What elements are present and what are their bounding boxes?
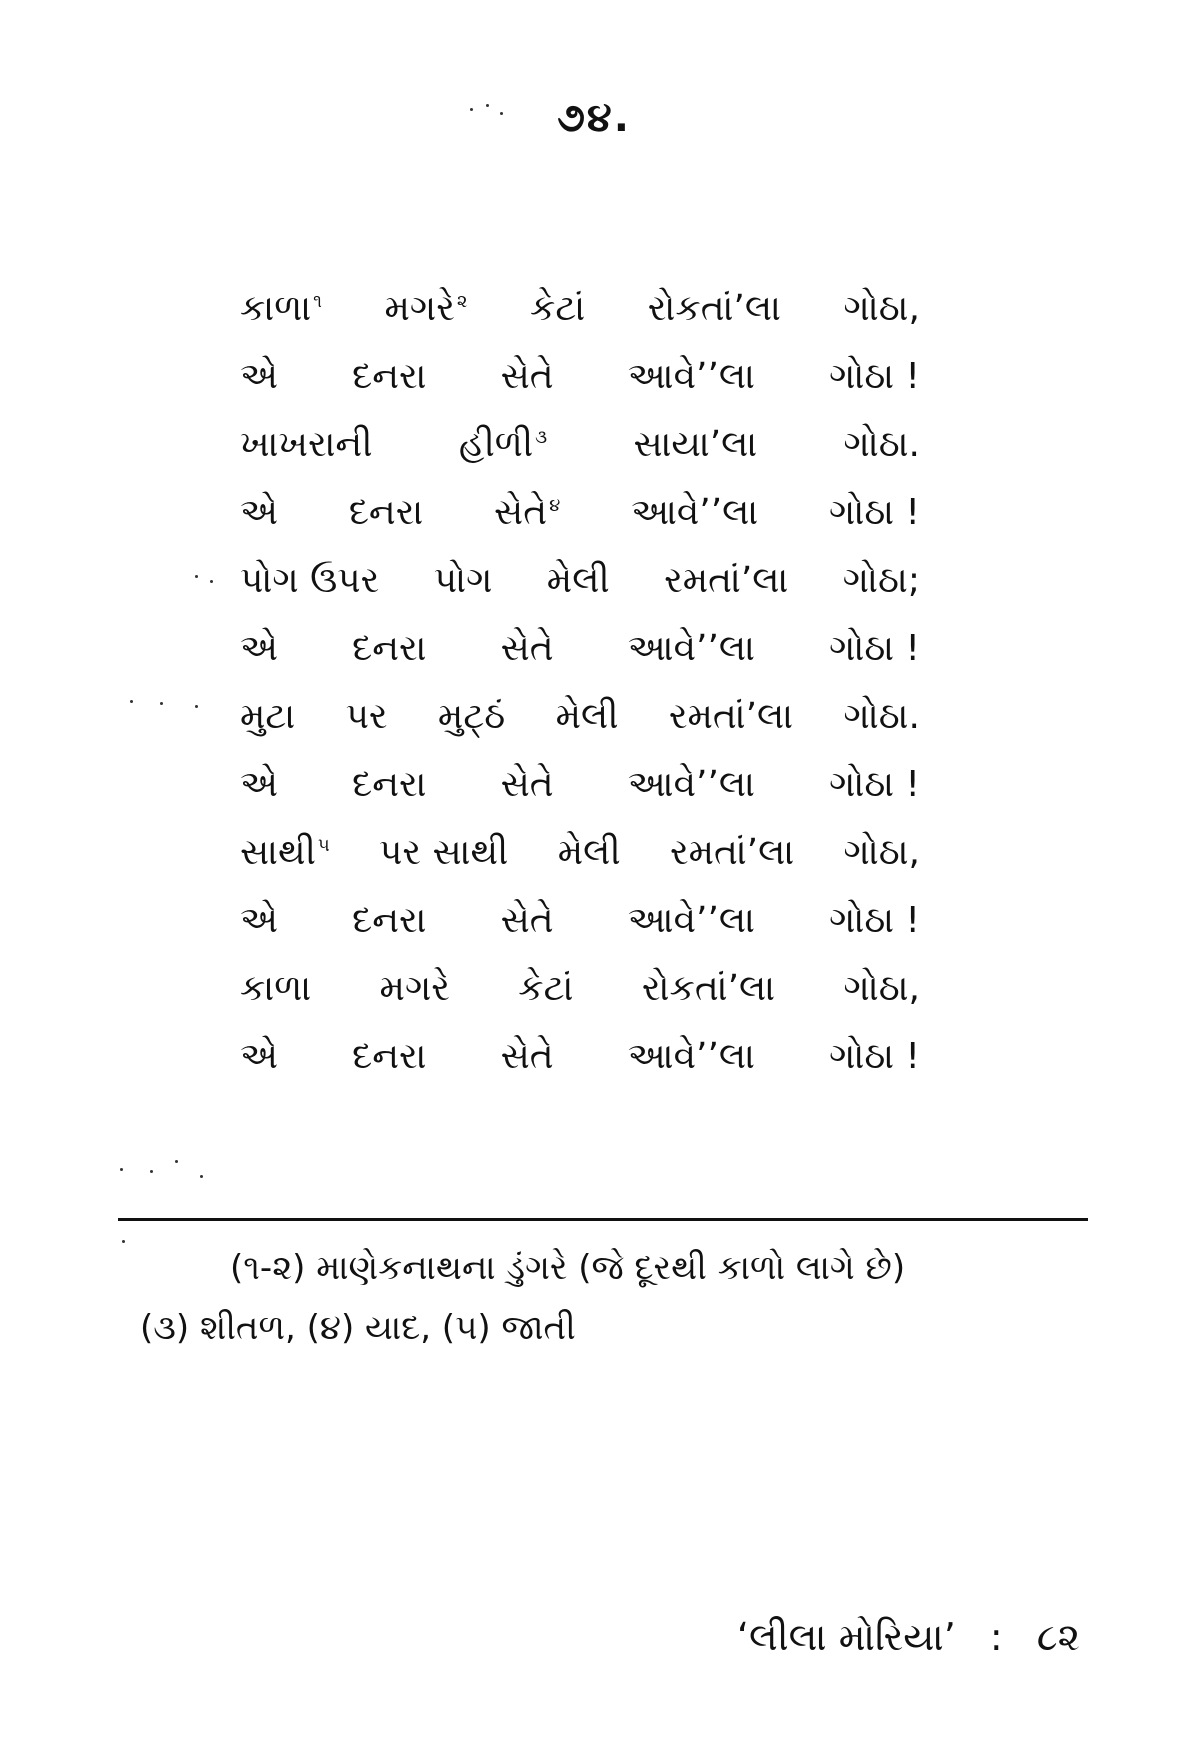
poem-word: હીળી ૩ [458, 424, 548, 465]
print-speck [200, 1175, 203, 1178]
page-number: ૮૨ [1036, 1615, 1080, 1659]
poem-word: મેલી [557, 832, 621, 873]
poem-word: મેલી [555, 696, 619, 737]
poem-word: આવે’’લા [627, 764, 755, 805]
poem-word: ગોઠા ! [829, 764, 920, 805]
footnote-line-1: (૧-૨) માણેકનાથના ડુંગરે (જે દૂરથી કાળો લાગે છે) [230, 1248, 906, 1288]
poem-word: રમતાં’લા [664, 560, 789, 601]
poem-word: સેતે [500, 628, 554, 669]
poem-word: આવે’’લા [627, 900, 755, 941]
poem-word: મગરે ૨ [384, 288, 468, 329]
poem-word: દનરા [352, 1036, 427, 1077]
poem-word: રોકતાં’લા [647, 288, 781, 329]
poem-word: ગોઠા ! [829, 356, 920, 397]
poem-line-9 [240, 832, 920, 900]
poem-word: ગોઠા ! [829, 1036, 920, 1077]
poem-line-7 [240, 696, 920, 764]
poem-word: દનરા [352, 356, 427, 397]
poem-line-1 [240, 288, 920, 356]
print-speck [210, 580, 213, 583]
poem-line-5 [240, 560, 920, 628]
poem-word: રોકતાં’લા [641, 968, 776, 1009]
page-footer [737, 1615, 1080, 1660]
print-speck [500, 112, 503, 115]
poem-line-3 [240, 424, 920, 492]
poem-word: આવે’’લા [627, 356, 755, 397]
poem-word: સાયા’લા [633, 424, 758, 465]
poem-word: એ [240, 628, 278, 669]
poem-word: મુટા [240, 696, 296, 737]
print-speck [486, 104, 489, 107]
poem-word: આવે’’લા [627, 1036, 755, 1077]
print-speck [175, 1160, 178, 1163]
poem-line-8 [240, 764, 920, 832]
poem-word: ખાખરાની [240, 424, 373, 465]
poem-word: દનરા [352, 900, 427, 941]
print-speck [130, 700, 133, 703]
poem-word: દનરા [348, 492, 424, 533]
footer-separator: : [989, 1615, 1003, 1659]
poem-word: સેતે ૪ [494, 492, 561, 533]
print-speck [122, 1240, 125, 1243]
poem-word: પોગ ઉપર [240, 560, 380, 601]
poem-word: સેતે [500, 1036, 554, 1077]
print-speck [160, 702, 163, 705]
poem-word: ગોઠા ! [829, 900, 920, 941]
footnotes [140, 1238, 1080, 1358]
print-speck [195, 575, 198, 578]
poem-word: ગોઠા ! [829, 492, 920, 533]
poem-line-12 [240, 1036, 920, 1104]
poem-word: પર સાથી [379, 832, 509, 873]
poem-word: એ [240, 492, 278, 533]
poem-number: ૭૪. [557, 95, 631, 141]
poem-line-4 [240, 492, 920, 560]
poem-word: સેતે [500, 356, 554, 397]
poem-word: આવે’’લા [631, 492, 759, 533]
print-speck [120, 1168, 123, 1171]
poem-word: પર [345, 696, 388, 737]
poem-word: દનરા [352, 764, 427, 805]
poem-word: ગોઠા. [843, 424, 920, 465]
poem-word: કેટાં [529, 288, 586, 329]
poem-word: ગોઠા. [843, 696, 920, 737]
poem-word: ગોઠા, [843, 288, 920, 329]
poem-word: સેતે [500, 900, 554, 941]
footnote-marker: ૩ [535, 427, 548, 448]
poem-word: સાથી ૫ [240, 832, 330, 873]
poem-word: રમતાં’લા [668, 696, 794, 737]
poem-word: કાળા ૧ [240, 288, 322, 329]
poem-word: ગોઠા, [843, 968, 920, 1009]
print-speck [150, 1170, 153, 1173]
print-speck [470, 108, 473, 111]
poem-word: દનરા [352, 628, 427, 669]
poem-word: એ [240, 356, 278, 397]
poem-word: એ [240, 900, 278, 941]
poem-word: સેતે [500, 764, 554, 805]
poem-word: કેટાં [518, 968, 574, 1009]
poem-line-10 [240, 900, 920, 968]
poem-word: ગોઠા, [843, 832, 920, 873]
footnote-marker: ૫ [317, 835, 330, 856]
poem-line-6 [240, 628, 920, 696]
poem-word: પોગ [433, 560, 493, 601]
footnote-line-2: (૩) શીતળ, (૪) યાદ, (૫) જાતી [140, 1308, 576, 1348]
poem-word: એ [240, 764, 278, 805]
footnote-marker: ૪ [549, 495, 561, 516]
poem-line-11 [240, 968, 920, 1036]
poem-word: રમતાં’લા [669, 832, 795, 873]
book-title: ‘લીલા મોરિયા’ [736, 1615, 956, 1659]
footnote-divider [118, 1218, 1088, 1221]
poem-word: કાળા [240, 968, 312, 1009]
poem-word: મુટ્ઠં [437, 696, 506, 737]
poem-line-2 [240, 356, 920, 424]
poem-word: આવે’’લા [627, 628, 755, 669]
footnote-marker: ૧ [313, 291, 322, 312]
poem-word: એ [240, 1036, 278, 1077]
poem-word: મેલી [546, 560, 610, 601]
footnote-marker: ૨ [456, 291, 468, 312]
poem-body [240, 288, 920, 1104]
print-speck [195, 705, 198, 708]
poem-word: મગરે [379, 968, 450, 1009]
poem-word: ગોઠા ! [829, 628, 920, 669]
poem-word: ગોઠા; [842, 560, 920, 601]
